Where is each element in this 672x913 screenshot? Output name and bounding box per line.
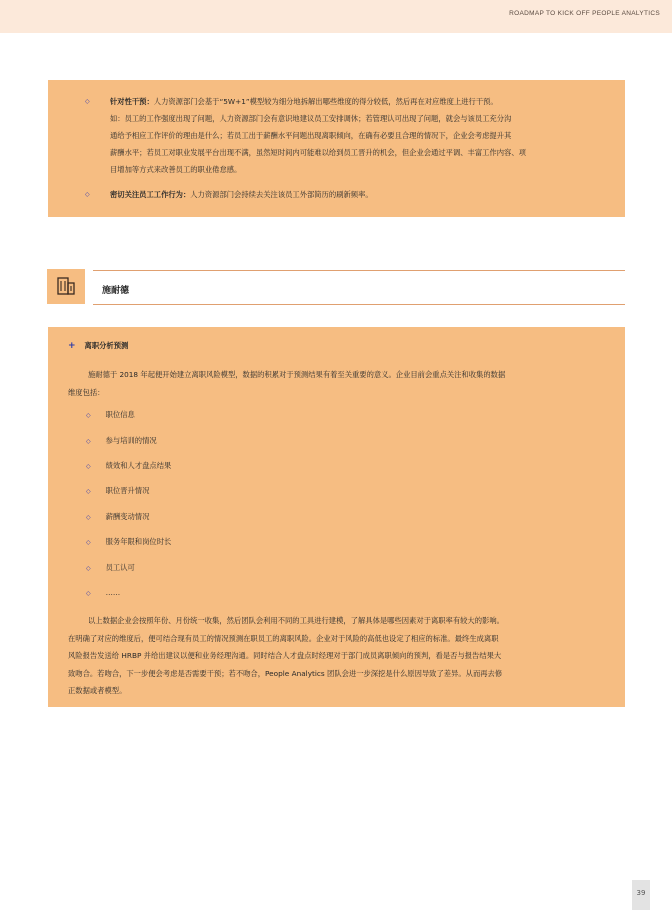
list-item-text: 薪酬变动情况 bbox=[105, 512, 150, 521]
paragraph-line: 维度包括： bbox=[68, 387, 105, 397]
list-item bbox=[86, 486, 149, 496]
paragraph-line: 以上数据企业会按照年份、月份统一收集，然后团队会利用不同的工具进行建模，了解具体是哪些因素对于离职率有较大的影响。 bbox=[88, 616, 504, 625]
subsection-title bbox=[68, 341, 128, 351]
list-item-text: 职位信息 bbox=[105, 410, 135, 419]
list-item bbox=[86, 563, 135, 573]
diamond-bullet-icon: ◇ bbox=[85, 191, 90, 198]
item-text-line: 通给予相应工作评价的理由是什么；若员工出于薪酬水平问题出现离职倾向，在确有必要且合理的情况下，企业会考虑提升其 bbox=[110, 131, 512, 140]
diamond-bullet-icon: ◇ bbox=[86, 590, 91, 597]
diamond-bullet-icon: ◇ bbox=[86, 514, 91, 521]
item-text-line: 薪酬水平；若员工对职业发展平台出现不满，虽然短时间内可能难以给到员工晋升的机会，但企业会通过平调、丰富工作内容、项 bbox=[110, 148, 526, 157]
item-text-line: 人力资源部门会持续去关注该员工外部简历的刷新频率。 bbox=[190, 190, 373, 199]
list-item-text: 参与培训的情况 bbox=[105, 436, 157, 445]
section-title: 施耐德 bbox=[102, 286, 130, 296]
diamond-bullet-icon: ◇ bbox=[85, 98, 90, 105]
page-number: 39 bbox=[632, 880, 650, 910]
list-item-text: …… bbox=[105, 588, 121, 597]
section-rule-top bbox=[93, 270, 625, 271]
item-text-line: 人力资源部门会基于“5W+1”模型较为细分地拆解出哪些维度的得分较低，然后再在对应维度上进行干预。 bbox=[153, 97, 498, 106]
item-bold-label: 密切关注员工工作行为： bbox=[110, 190, 191, 199]
list-item-text: 服务年限和岗位时长 bbox=[105, 537, 172, 546]
diamond-bullet-icon: ◇ bbox=[86, 463, 91, 470]
closing-paragraph bbox=[68, 612, 608, 700]
list-item-text: 员工认可 bbox=[105, 563, 135, 572]
list-item-text: 职位晋升情况 bbox=[105, 486, 150, 495]
header-title: ROADMAP TO KICK OFF PEOPLE ANALYTICS bbox=[509, 10, 660, 17]
header-bar bbox=[0, 0, 672, 33]
list-item bbox=[86, 461, 171, 471]
section-icon-box bbox=[47, 269, 85, 304]
list-item bbox=[86, 512, 149, 522]
subsection-title-text: 离职分析预测 bbox=[84, 341, 129, 350]
item-text-line: 目增加等方式来改善员工的职业倦怠感。 bbox=[110, 165, 242, 174]
section-rule-bottom bbox=[93, 304, 625, 305]
item-text-line: 如：员工的工作强度出现了问题，人力资源部门会有意识地建议员工安排调休；若管理认可出现了问题，就会与该员工充分沟 bbox=[110, 114, 512, 123]
building-icon bbox=[56, 276, 76, 296]
diamond-bullet-icon: ◇ bbox=[86, 539, 91, 546]
paragraph-line: 施耐德于 2018 年起便开始建立离职风险模型，数据的积累对于预测结果有着至关重要的意义。企业目前会重点关注和收集的数据 bbox=[88, 370, 506, 379]
diamond-bullet-icon: ◇ bbox=[86, 438, 91, 445]
paragraph-line: 正数据或者模型。 bbox=[68, 686, 127, 695]
diamond-bullet-icon: ◇ bbox=[86, 412, 91, 419]
list-item bbox=[86, 436, 157, 446]
list-item bbox=[86, 537, 171, 547]
item-bold-label: 针对性干预： bbox=[110, 97, 154, 106]
intro-paragraph bbox=[68, 366, 608, 401]
plus-icon: + bbox=[68, 341, 76, 351]
paragraph-line: 致吻合。若吻合，下一步便会考虑是否需要干预；若不吻合，People Analytics 团队会进一步深挖是什么原因导致了差异。从而再去修 bbox=[68, 668, 503, 678]
paragraph-line: 在明确了对应的维度后，便可结合现有员工的情况预测在职员工的离职风险。企业对于风险的高低也设定了相应的标准。最终生成离职 bbox=[68, 633, 499, 643]
list-item bbox=[86, 588, 120, 597]
diamond-bullet-icon: ◇ bbox=[86, 488, 91, 495]
paragraph-line: 风险报告发送给 HRBP 并给出建议以便和业务经理沟通。同时结合人才盘点时经理对于部门成员离职倾向的预判，看是否与报告结果大 bbox=[68, 651, 502, 660]
list-item bbox=[86, 410, 135, 420]
list-item-text: 绩效和人才盘点结果 bbox=[105, 461, 172, 470]
diamond-bullet-icon: ◇ bbox=[86, 565, 91, 572]
